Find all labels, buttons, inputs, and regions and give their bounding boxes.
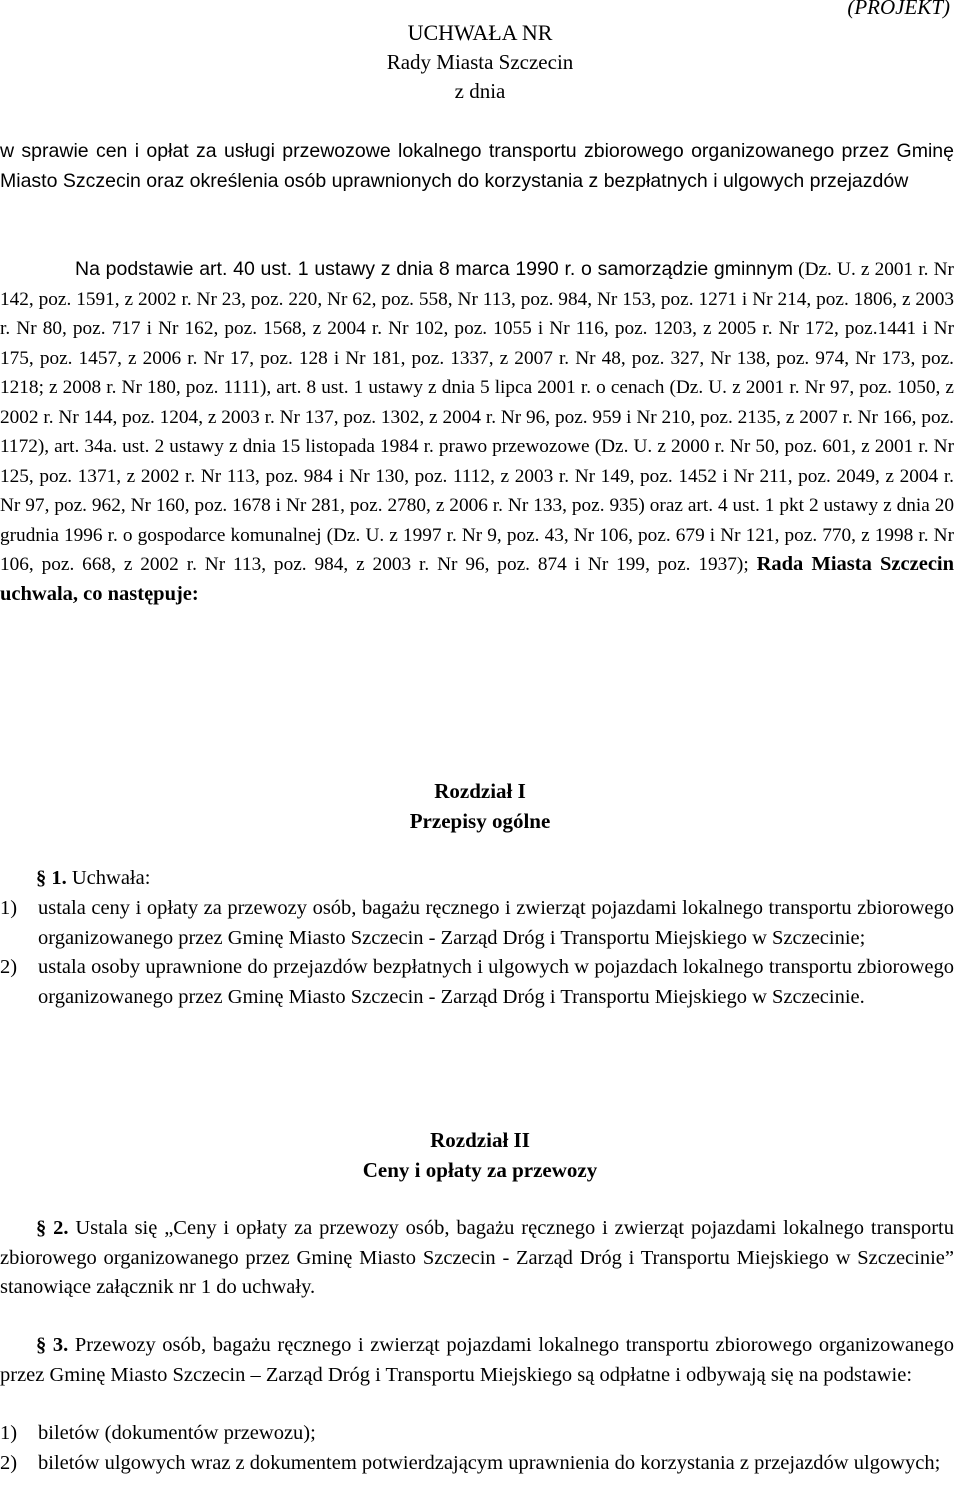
paragraph-1-intro [0,864,954,894]
list-item [0,953,954,1012]
resolution-formula: Rada Miasta Szczecin uchwala, co następuje: [0,553,955,605]
list-item [0,1419,954,1449]
paragraph-3-sign: § 3. [36,1334,69,1356]
paragraph-2 [0,1214,954,1303]
paragraph-2-sign: § 2. [36,1217,69,1239]
resolution-date: z dnia [454,79,506,103]
paragraph-3-text: Przewozy osób, bagażu ręcznego i zwierząt pojazdami lokalnego transportu zbiorowego organizowanego przez Gminę Miasto Szczecin – Zarząd Dróg i Transportu Miejskiego są odpłatne i odbywają się na podstawie: [0,1334,955,1386]
list-item [0,894,954,953]
paragraph-3-list [0,1419,954,1478]
paragraph-3 [0,1331,954,1390]
list-item-text: ustala ceny i opłaty za przewozy osób, bagażu ręcznego i zwierząt pojazdami lokalnego transportu zbiorowego organizowanego przez Gminę Miasto Szczecin - Zarząd Dróg i Transportu Miejskiego w Szczecinie; [38,897,954,949]
list-item-number: 1) [0,1422,18,1444]
chapter-1-heading [0,777,960,836]
resolution-title: UCHWAŁA NR [407,20,553,45]
chapter-1-title: Przepisy ogólne [409,808,551,833]
paragraph-1-intro-text: Uchwała: [66,867,151,889]
legal-basis-text: (Dz. U. z 2001 r. Nr 142, poz. 1591, z 2002 r. Nr 23, poz. 220, Nr 62, poz. 558, Nr 113, poz. 984, Nr 153, poz. 1271 i Nr 214, poz. 1806, z 2003 r. Nr 80, poz. 717 i Nr 162, poz. 1568, z 2004 r. Nr 102, poz. 1055 i Nr 116, poz. 1203, z 2005 r. Nr 172, poz.1441 i Nr 175, poz. 1457, z 2006 r. Nr 17, poz. 128 i Nr 181, poz. 1337, z 2007 r. Nr 48, poz. 327, Nr 138, poz. 974, Nr 173, poz. 1218; z 2008 r. Nr 180, poz. 1111), art. 8 ust. 1 ustawy z dnia 5 lipca 2001 r. o cenach (Dz. U. z 2001 r. Nr 97, poz. 1050, z 2002 r. Nr 144, poz. 1204, z 2003 r. Nr 137, poz. 1302, z 2004 r. Nr 96, poz. 959 i Nr 210, poz. 2135, z 2007 r. Nr 166, poz. 1172), art. 34a. ust. 2 ustawy z dnia 15 listopada 1984 r. prawo przewozowe (Dz. U. z 2000 r. Nr 50, poz. 601, z 2001 r. Nr 125, poz. 1371, z 2002 r. Nr 113, poz. 984 i Nr 130, poz. 1112, z 2003 r. Nr 149, poz. 1452 i Nr 211, poz. 2049, z 2004 r. Nr 97, poz. 962, Nr 160, poz. 1678 i Nr 281, poz. 2780, z 2006 r. Nr 133, poz. 935) oraz art. 4 ust. 1 pkt 2 ustawy z dnia 20 grudnia 1996 r. o gospodarce komunalnej (Dz. U. z 1997 r. Nr 9, poz. 43, Nr 106, poz. 679 i Nr 121, poz. 770, z 1998 r. Nr 106, poz. 668, z 2002 r. Nr 113, poz. 984, z 2003 r. Nr 96, poz. 874 i Nr 199, poz. 1937); [0,259,954,575]
document-header [0,18,960,107]
paragraph-1-sign: § 1. [36,867,67,889]
list-item [0,1449,954,1479]
list-item-text: biletów ulgowych wraz z dokumentem potwierdzającym uprawnienia do korzystania z przejazdów ulgowych; [38,1451,941,1474]
list-item-number: 1) [0,897,18,919]
chapter-2-heading [0,1126,960,1185]
list-item-number: 2) [0,1451,18,1474]
paragraph-1-list [0,894,954,1012]
chapter-2-title: Ceny i opłaty za przewozy [362,1157,598,1182]
resolution-subject: w sprawie cen i opłat za usługi przewozowe lokalnego transportu zbiorowego organizowanego przez Gminę Miasto Szczecin oraz określenia osób uprawnionych do korzystania z bezpłatnych i ulgowych przejazdów [0,140,954,192]
chapter-2-number: Rozdział II [430,1128,530,1152]
legal-basis-first-line: Na podstawie art. 40 ust. 1 ustawy z dnia 8 marca 1990 r. o samorządzie gminnym [75,258,794,280]
legal-basis [0,255,954,609]
council-name: Rady Miasta Szczecin [386,49,574,74]
list-item-text: ustala osoby uprawnione do przejazdów bezpłatnych i ulgowych w pojazdach lokalnego transportu zbiorowego organizowanego przez Gminę Miasto Szczecin - Zarząd Dróg i Transportu Miejskiego w Szczecinie. [38,956,954,1008]
list-item-number: 2) [0,956,18,978]
paragraph-2-text: Ustala się „Ceny i opłaty za przewozy osób, bagażu ręcznego i zwierząt pojazdami lokalnego transportu zbiorowego organizowanego przez Gminę Miasto Szczecin - Zarząd Dróg i Transportu Miejskiego w Szczecinie” stanowiące załącznik nr 1 do uchwały. [0,1217,954,1298]
list-item-text: biletów (dokumentów przewozu); [38,1422,316,1444]
chapter-1-number: Rozdział I [434,779,526,803]
draft-label: (PROJEKT) [847,0,950,19]
